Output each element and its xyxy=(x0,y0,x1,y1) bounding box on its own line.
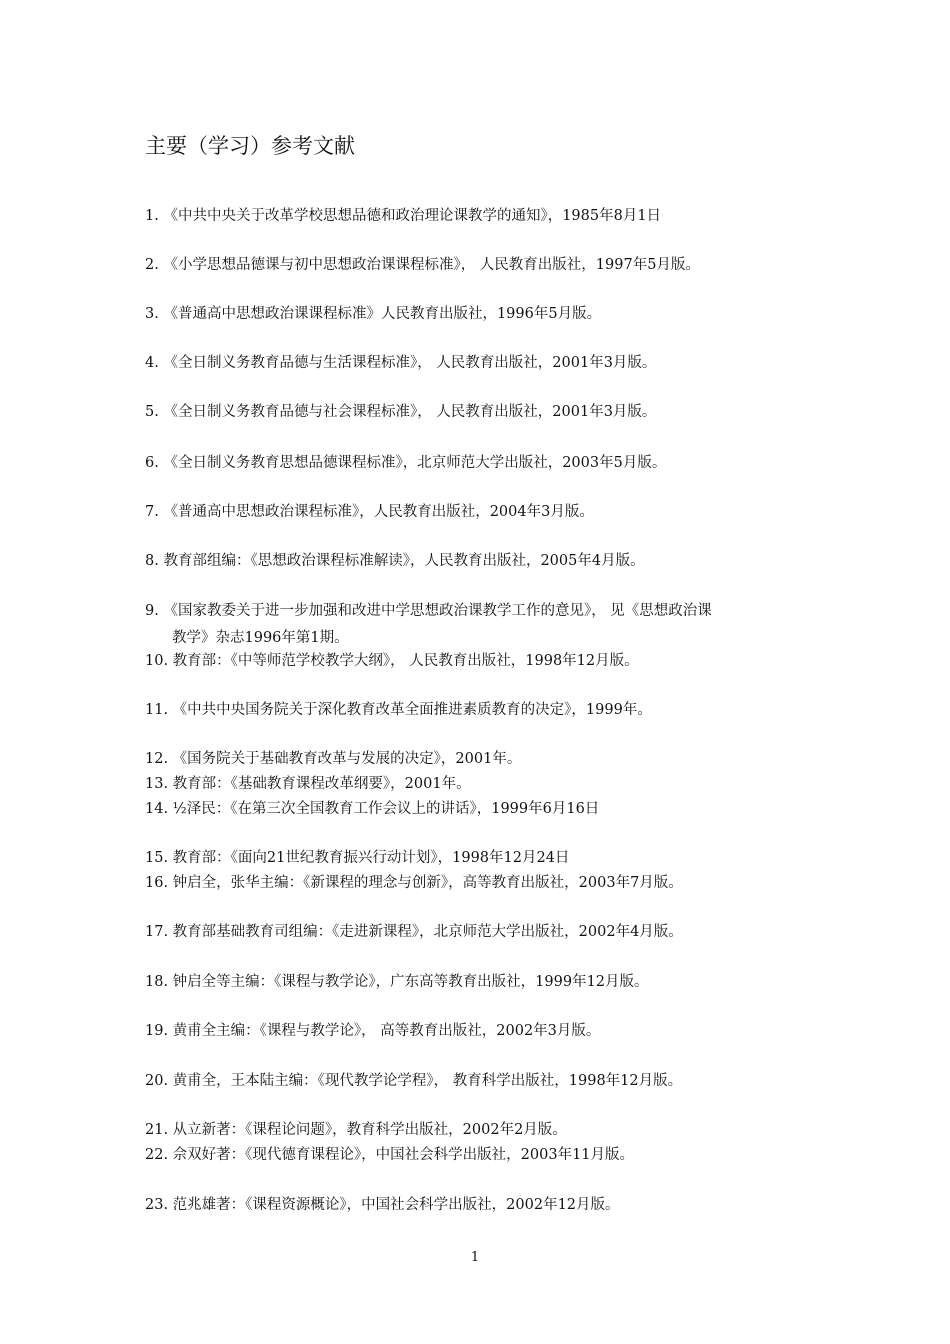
reference-text: 18. 钟启全等主编：《课程与教学论》，广东高等教育出版社，1999年12月版。 xyxy=(145,974,649,990)
reference-text: 2. 《小学思想品德课与初中思想政治课课程标准》， 人民教育出版社，1997年5月版。 xyxy=(145,257,700,273)
reference-item xyxy=(145,599,712,647)
reference-item xyxy=(145,451,666,472)
reference-item xyxy=(145,302,601,323)
reference-text: 19. 黄甫全主编：《课程与教学论》， 高等教育出版社，2002年3月版。 xyxy=(145,1023,601,1039)
reference-text: 3. 《普通高中思想政治课课程标准》人民教育出版社，1996年5月版。 xyxy=(145,306,602,322)
reference-text: 7. 《普通高中思想政治课程标准》，人民教育出版社，2004年3月版。 xyxy=(145,504,594,520)
reference-item xyxy=(145,846,569,867)
reference-text: 22. 佘双好著：《现代德育课程论》，中国社会科学出版社，2003年11月版。 xyxy=(145,1147,635,1163)
reference-item xyxy=(145,871,683,892)
reference-item xyxy=(145,253,700,274)
reference-item xyxy=(145,204,661,225)
reference-item xyxy=(145,772,471,793)
reference-item xyxy=(145,400,656,421)
reference-text: 1. 《中共中央关于改革学校思想品德和政治理论课教学的通知》，1985年8月1日 xyxy=(145,208,662,224)
reference-item xyxy=(145,1019,600,1040)
reference-text: 15. 教育部：《面向21世纪教育振兴行动计划》，1998年12月24日 xyxy=(145,850,570,866)
reference-text: 10. 教育部：《中等师范学校教学大纲》， 人民教育出版社，1998年12月版。 xyxy=(145,653,639,669)
reference-text: 8. 教育部组编：《思想政治课程标准解读》，人民教育出版社，2005年4月版。 xyxy=(145,553,645,569)
reference-item xyxy=(145,1143,634,1164)
reference-text: 13. 教育部：《基础教育课程改革纲要》，2001年。 xyxy=(145,776,471,792)
reference-text: 6. 《全日制义务教育思想品德课程标准》，北京师范大学出版社，2003年5月版。 xyxy=(145,455,667,471)
reference-item xyxy=(145,1069,682,1090)
reference-item xyxy=(145,747,521,768)
reference-text: 20. 黄甫全，王本陆主编：《现代教学论学程》， 教育科学出版社，1998年12月版。 xyxy=(145,1073,683,1089)
reference-text: 17. 教育部基础教育司组编：《走进新课程》，北京师范大学出版社，2002年4月版。 xyxy=(145,924,683,940)
reference-text: 11. 《中共中央国务院关于深化教育改革全面推进素质教育的决定》，1999年。 xyxy=(145,702,652,718)
page-number: 1 xyxy=(470,1250,480,1265)
reference-item xyxy=(145,649,639,670)
reference-item xyxy=(145,1118,567,1139)
reference-text: 9. 《国家教委关于进一步加强和改进中学思想政治课教学工作的意见》， 见《思想政治课 xyxy=(145,603,712,619)
reference-text: 5. 《全日制义务教育品德与社会课程标准》， 人民教育出版社，2001年3月版。 xyxy=(145,404,657,420)
reference-item xyxy=(145,351,656,372)
reference-item xyxy=(145,698,652,719)
reference-text: 21. 从立新著：《课程论问题》，教育科学出版社，2002年2月版。 xyxy=(145,1122,567,1138)
reference-item xyxy=(145,500,594,521)
reference-text: 14. ½泽民：《在第三次全国教育工作会议上的讲话》，1999年6月16日 xyxy=(145,801,600,817)
reference-item xyxy=(145,797,599,818)
reference-text: 23. 范兆雄著：《课程资源概论》，中国社会科学出版社，2002年12月版。 xyxy=(145,1197,620,1213)
page-title: 主要（学习）参考文献 xyxy=(145,134,355,158)
reference-text: 12. 《国务院关于基础教育改革与发展的决定》，2001年。 xyxy=(145,751,522,767)
reference-text-continuation: 教学》杂志1996年第1期。 xyxy=(172,630,349,646)
reference-item xyxy=(145,920,683,941)
reference-item xyxy=(145,1193,620,1214)
reference-item xyxy=(145,549,645,570)
reference-text: 16. 钟启全，张华主编：《新课程的理念与创新》，高等教育出版社，2003年7月版。 xyxy=(145,875,683,891)
reference-item xyxy=(145,970,649,991)
reference-text: 4. 《全日制义务教育品德与生活课程标准》， 人民教育出版社，2001年3月版。 xyxy=(145,355,657,371)
